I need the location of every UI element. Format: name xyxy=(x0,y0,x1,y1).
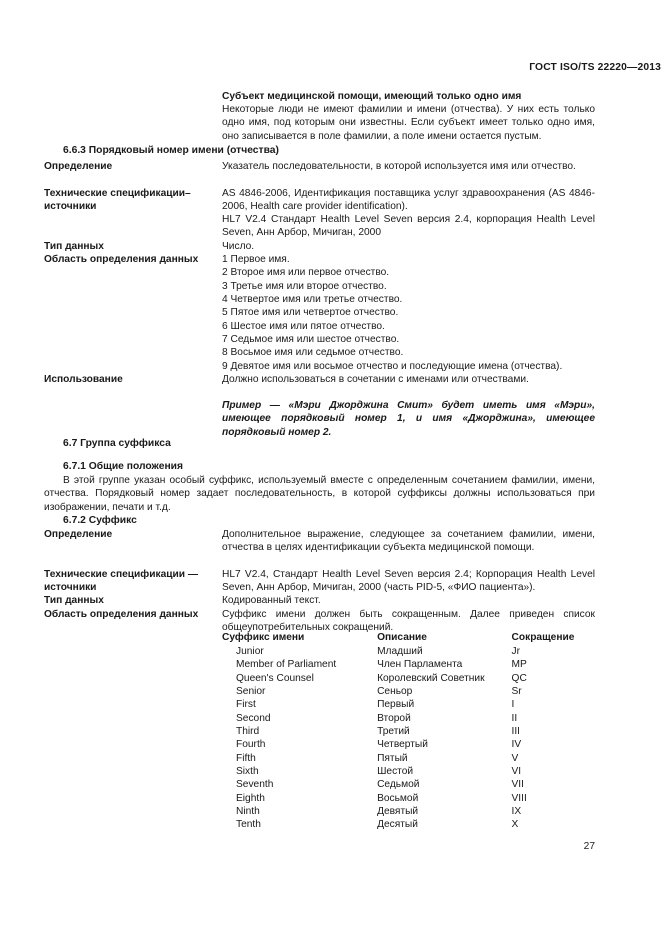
label-definition-663: Определение xyxy=(44,161,113,172)
cell-abbreviation: MP xyxy=(511,659,527,671)
cell-description: Восьмой xyxy=(377,792,419,804)
table-row xyxy=(222,818,595,831)
column-header-suffix-name: Суффикс имени xyxy=(222,632,305,643)
table-header-row xyxy=(222,631,595,645)
cell-suffix-name: Fourth xyxy=(236,739,266,751)
cell-suffix-name: Fifth xyxy=(236,752,256,764)
cell-suffix-name: Sixth xyxy=(236,765,259,777)
domain-list-item: 9 Девятое имя или восьмое отчество и последующие имена (отчества). xyxy=(222,360,563,372)
label-tech-spec-663-line1: Технические спецификации– xyxy=(44,188,191,199)
cell-abbreviation: VII xyxy=(511,779,524,791)
cell-description: Шестой xyxy=(377,765,414,777)
example-note-663: Пример — «Мэри Джорджина Смит» будет иметь имя «Мэри», имеющее порядковый номер 1, и имя «Джорджина», имеющее порядковый номер 2. xyxy=(222,400,595,438)
cell-description: Третий xyxy=(377,725,410,737)
cell-description: Пятый xyxy=(377,752,408,764)
cell-description: Член Парламента xyxy=(377,659,463,671)
label-tech-spec-672-line1: Технические спецификации — xyxy=(44,569,199,580)
cell-suffix-name: Eighth xyxy=(236,792,265,804)
cell-abbreviation: Jr xyxy=(511,645,521,657)
heading-6-7: 6.7 Группа суффикса xyxy=(63,438,171,449)
heading-6-7-2: 6.7.2 Суффикс xyxy=(63,515,137,526)
table-body xyxy=(222,645,595,832)
cell-suffix-name: Junior xyxy=(236,645,264,657)
cell-abbreviation: Sr xyxy=(511,685,522,697)
domain-list-item: 7 Седьмое имя или шестое отчество. xyxy=(222,334,400,346)
value-usage-663: Должно использоваться в сочетании с именами или отчествами. xyxy=(222,374,529,385)
cell-description: Первый xyxy=(377,699,415,711)
table-row xyxy=(222,738,595,751)
label-data-domain-663: Область определения данных xyxy=(44,254,199,265)
cell-description: Седьмой xyxy=(377,779,420,791)
value-data-domain-672: Суффикс имени должен быть сокращенным. Далее приведен список общеупотребительных сокращений. xyxy=(222,609,595,634)
label-definition-672: Определение xyxy=(44,529,113,540)
value-tech-spec-663-as4846: AS 4846-2006, Идентификация поставщика услуг здравоохранения (AS 4846-2006, Health care provider identification). xyxy=(222,188,595,213)
domain-list-item: 8 Восьмое имя или седьмое отчество. xyxy=(222,347,404,359)
cell-abbreviation: VIII xyxy=(511,792,527,804)
table-row xyxy=(222,685,595,698)
label-data-type-672: Тип данных xyxy=(44,595,104,606)
label-usage-663: Использование xyxy=(44,374,123,385)
cell-suffix-name: Senior xyxy=(236,685,266,697)
value-data-type-672: Кодированный текст. xyxy=(222,595,321,606)
paragraph-6-7-1: В этой группе указан особый суффикс, используемый вместе с определенным сочетанием фамилии, имени, отчества. Порядковый номер задает последовательность, в которой суффиксы должны использоваться при изображении, печати и т.д. xyxy=(44,475,595,513)
table-row xyxy=(222,792,595,805)
cell-abbreviation: I xyxy=(511,699,515,711)
cell-abbreviation: IX xyxy=(511,805,522,817)
value-tech-spec-663-hl7: HL7 V2.4 Стандарт Health Level Seven версия 2.4, корпорация Health Level Seven, Анн Арбор, Мичиган, 2000 xyxy=(222,214,595,239)
label-tech-spec-663-line2: источники xyxy=(44,201,97,212)
heading-6-6-3: 6.6.3 Порядковый номер имени (отчества) xyxy=(63,145,279,156)
cell-abbreviation: IV xyxy=(511,739,522,751)
cell-abbreviation: V xyxy=(511,752,519,764)
cell-description: Четвертый xyxy=(377,739,428,751)
table-row xyxy=(222,712,595,725)
label-tech-spec-672-line2: источники xyxy=(44,582,97,593)
value-definition-663: Указатель последовательности, в которой используется имя или отчество. xyxy=(222,161,576,172)
cell-description: Сеньор xyxy=(377,685,413,697)
table-row xyxy=(222,645,595,658)
cell-suffix-name: Tenth xyxy=(236,819,261,831)
label-data-type-663: Тип данных xyxy=(44,241,104,252)
value-definition-672: Дополнительное выражение, следующее за сочетанием фамилии, имени, отчества в целях идентификации субъекта медицинской помощи. xyxy=(222,529,595,554)
value-tech-spec-672: HL7 V2.4, Стандарт Health Level Seven версия 2.4; Корпорация Health Level Seven, Анн Арбор, Мичиган, 2000 (часть PID-5, «ФИО пациента»). xyxy=(222,569,595,594)
cell-description: Королевский Советник xyxy=(377,672,485,684)
table-row xyxy=(222,765,595,778)
running-header-standard-title: ГОСТ ISO/TS 22220—2013 xyxy=(529,62,661,73)
column-header-description: Описание xyxy=(377,632,427,643)
cell-abbreviation: III xyxy=(511,725,521,737)
cell-description: Десятый xyxy=(377,819,418,831)
domain-list-item: 5 Пятое имя или четвертое отчество. xyxy=(222,307,399,319)
cell-abbreviation: QC xyxy=(511,672,527,684)
column-header-abbreviation: Сокращение xyxy=(511,632,575,643)
cell-suffix-name: Third xyxy=(236,725,260,737)
value-data-type-663: Число. xyxy=(222,241,255,252)
cell-suffix-name: Ninth xyxy=(236,805,260,817)
domain-list-item: 4 Четвертое имя или третье отчество. xyxy=(222,294,403,306)
table-row xyxy=(222,658,595,671)
table-row xyxy=(222,698,595,711)
cell-abbreviation: II xyxy=(511,712,518,724)
heading-6-7-1: 6.7.1 Общие положения xyxy=(63,461,183,472)
table-row xyxy=(222,752,595,765)
page-number: 27 xyxy=(583,841,595,852)
cell-description: Девятый xyxy=(377,805,419,817)
label-data-domain-672: Область определения данных xyxy=(44,609,199,620)
cell-suffix-name: Queen's Counsel xyxy=(236,672,314,684)
cell-abbreviation: VI xyxy=(511,765,522,777)
domain-values-list-663 xyxy=(222,253,595,373)
cell-suffix-name: Second xyxy=(236,712,271,724)
cell-description: Младший xyxy=(377,645,423,657)
domain-list-item: 6 Шестое имя или пятое отчество. xyxy=(222,320,385,332)
domain-list-item: 1 Первое имя. xyxy=(222,254,290,265)
table-row xyxy=(222,672,595,685)
cell-abbreviation: X xyxy=(511,819,519,831)
cell-description: Второй xyxy=(377,712,411,724)
domain-list-item: 2 Второе имя или первое отчество. xyxy=(222,267,390,279)
table-row xyxy=(222,778,595,791)
intro-paragraph: Некоторые люди не имеют фамилии и имени (отчества). У них есть только одно имя, под которым они известны. Если субъект имеет только одно имя, оно записывается в поле фамилии, а поле имени остается пустым. xyxy=(222,104,595,142)
domain-list-item: 3 Третье имя или второе отчество. xyxy=(222,280,387,292)
cell-suffix-name: Member of Parliament xyxy=(236,659,337,671)
intro-subheading: Субъект медицинской помощи, имеющий только одно имя xyxy=(222,91,522,102)
suffix-abbreviation-table xyxy=(222,631,595,832)
table-row xyxy=(222,725,595,738)
table-row xyxy=(222,805,595,818)
cell-suffix-name: First xyxy=(236,699,256,711)
cell-suffix-name: Seventh xyxy=(236,779,274,791)
